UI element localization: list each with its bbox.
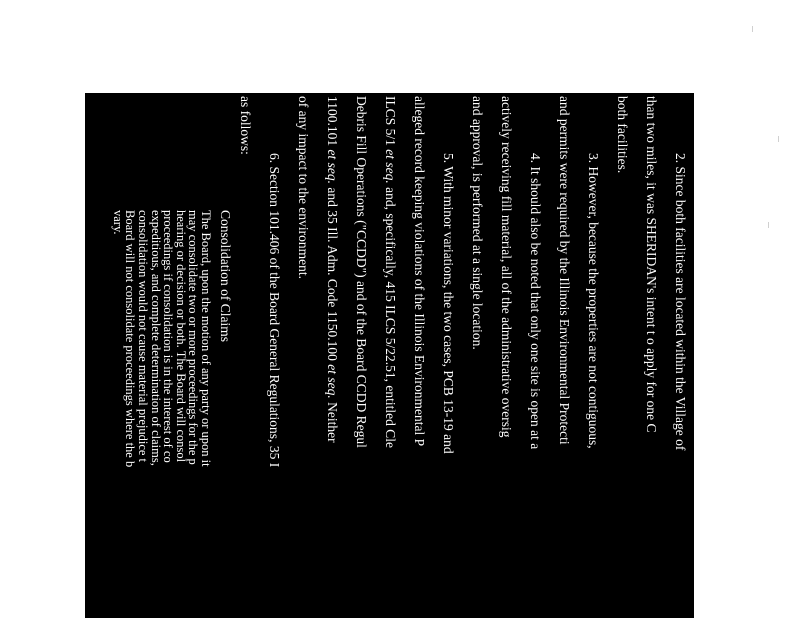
quote-line: consolidation would not cause material prejudice t xyxy=(136,210,150,463)
para6-line2: as follows: xyxy=(238,96,253,155)
para2-line2: than two miles, it was SHERIDAN's intent t o apply for one C xyxy=(644,96,659,433)
para5-line6: of any impact to the environment. xyxy=(296,96,311,279)
rotated-text-block xyxy=(85,93,694,618)
para2-line3: both facilities. xyxy=(615,96,630,174)
quote-line: expeditious, and complete determination of claims, xyxy=(148,210,163,466)
para5-line3: ILCS 5/1 et seq. and, specifically, 415 ILCS 5/22.51, entitled Cle xyxy=(383,96,398,448)
para3-line1: 3. However, because the properties are not contiguous, xyxy=(586,153,601,449)
scan-speck xyxy=(778,136,779,142)
para3-line2: and permits were required by the Illinois Environmental Protecti xyxy=(557,96,572,445)
quote-line: vary. xyxy=(110,210,125,235)
para5-line1: 5. With minor variations, the two cases, PCB 13-19 and xyxy=(441,153,456,454)
quote-line: proceedings if consolidation is in the interest of co xyxy=(161,210,176,463)
scanned-page xyxy=(85,93,694,618)
para6-line1: 6. Section 101.406 of the Board General Regulations, 35 I xyxy=(267,153,282,468)
scan-speck xyxy=(752,26,753,32)
para5-line2: alleged record keeping violations of the Illinois Environmental P xyxy=(412,96,427,447)
quote-line: Board will not consolidate proceedings where the b xyxy=(123,210,138,468)
para5-line5: 1100.101 et seq. and 35 Ill. Adm. Code 1150.100 et seq. Neither xyxy=(325,96,340,443)
quote-line: may consolidate two or more proceedings for the p xyxy=(186,210,201,465)
para4-line3: and approval, is performed at a single location. xyxy=(470,96,485,350)
scan-speck xyxy=(768,222,769,228)
para2-line1: 2. Since both facilities are located within the Village of xyxy=(673,153,688,451)
quote-line: hearing or decision or both. The Board will consol xyxy=(173,210,188,463)
para4-line1: 4. It should also be noted that only one site is open at a xyxy=(528,153,543,450)
para5-line4: Debris Fill Operations ("CCDD") and of the Board CCDD Regul xyxy=(354,96,369,448)
quote-line: The Board, upon the motion of any party or upon it xyxy=(199,210,213,467)
quote-heading: Consolidation of Claims xyxy=(218,210,233,343)
para4-line2: actively receiving fill material, all of the administrative oversig xyxy=(499,96,514,438)
